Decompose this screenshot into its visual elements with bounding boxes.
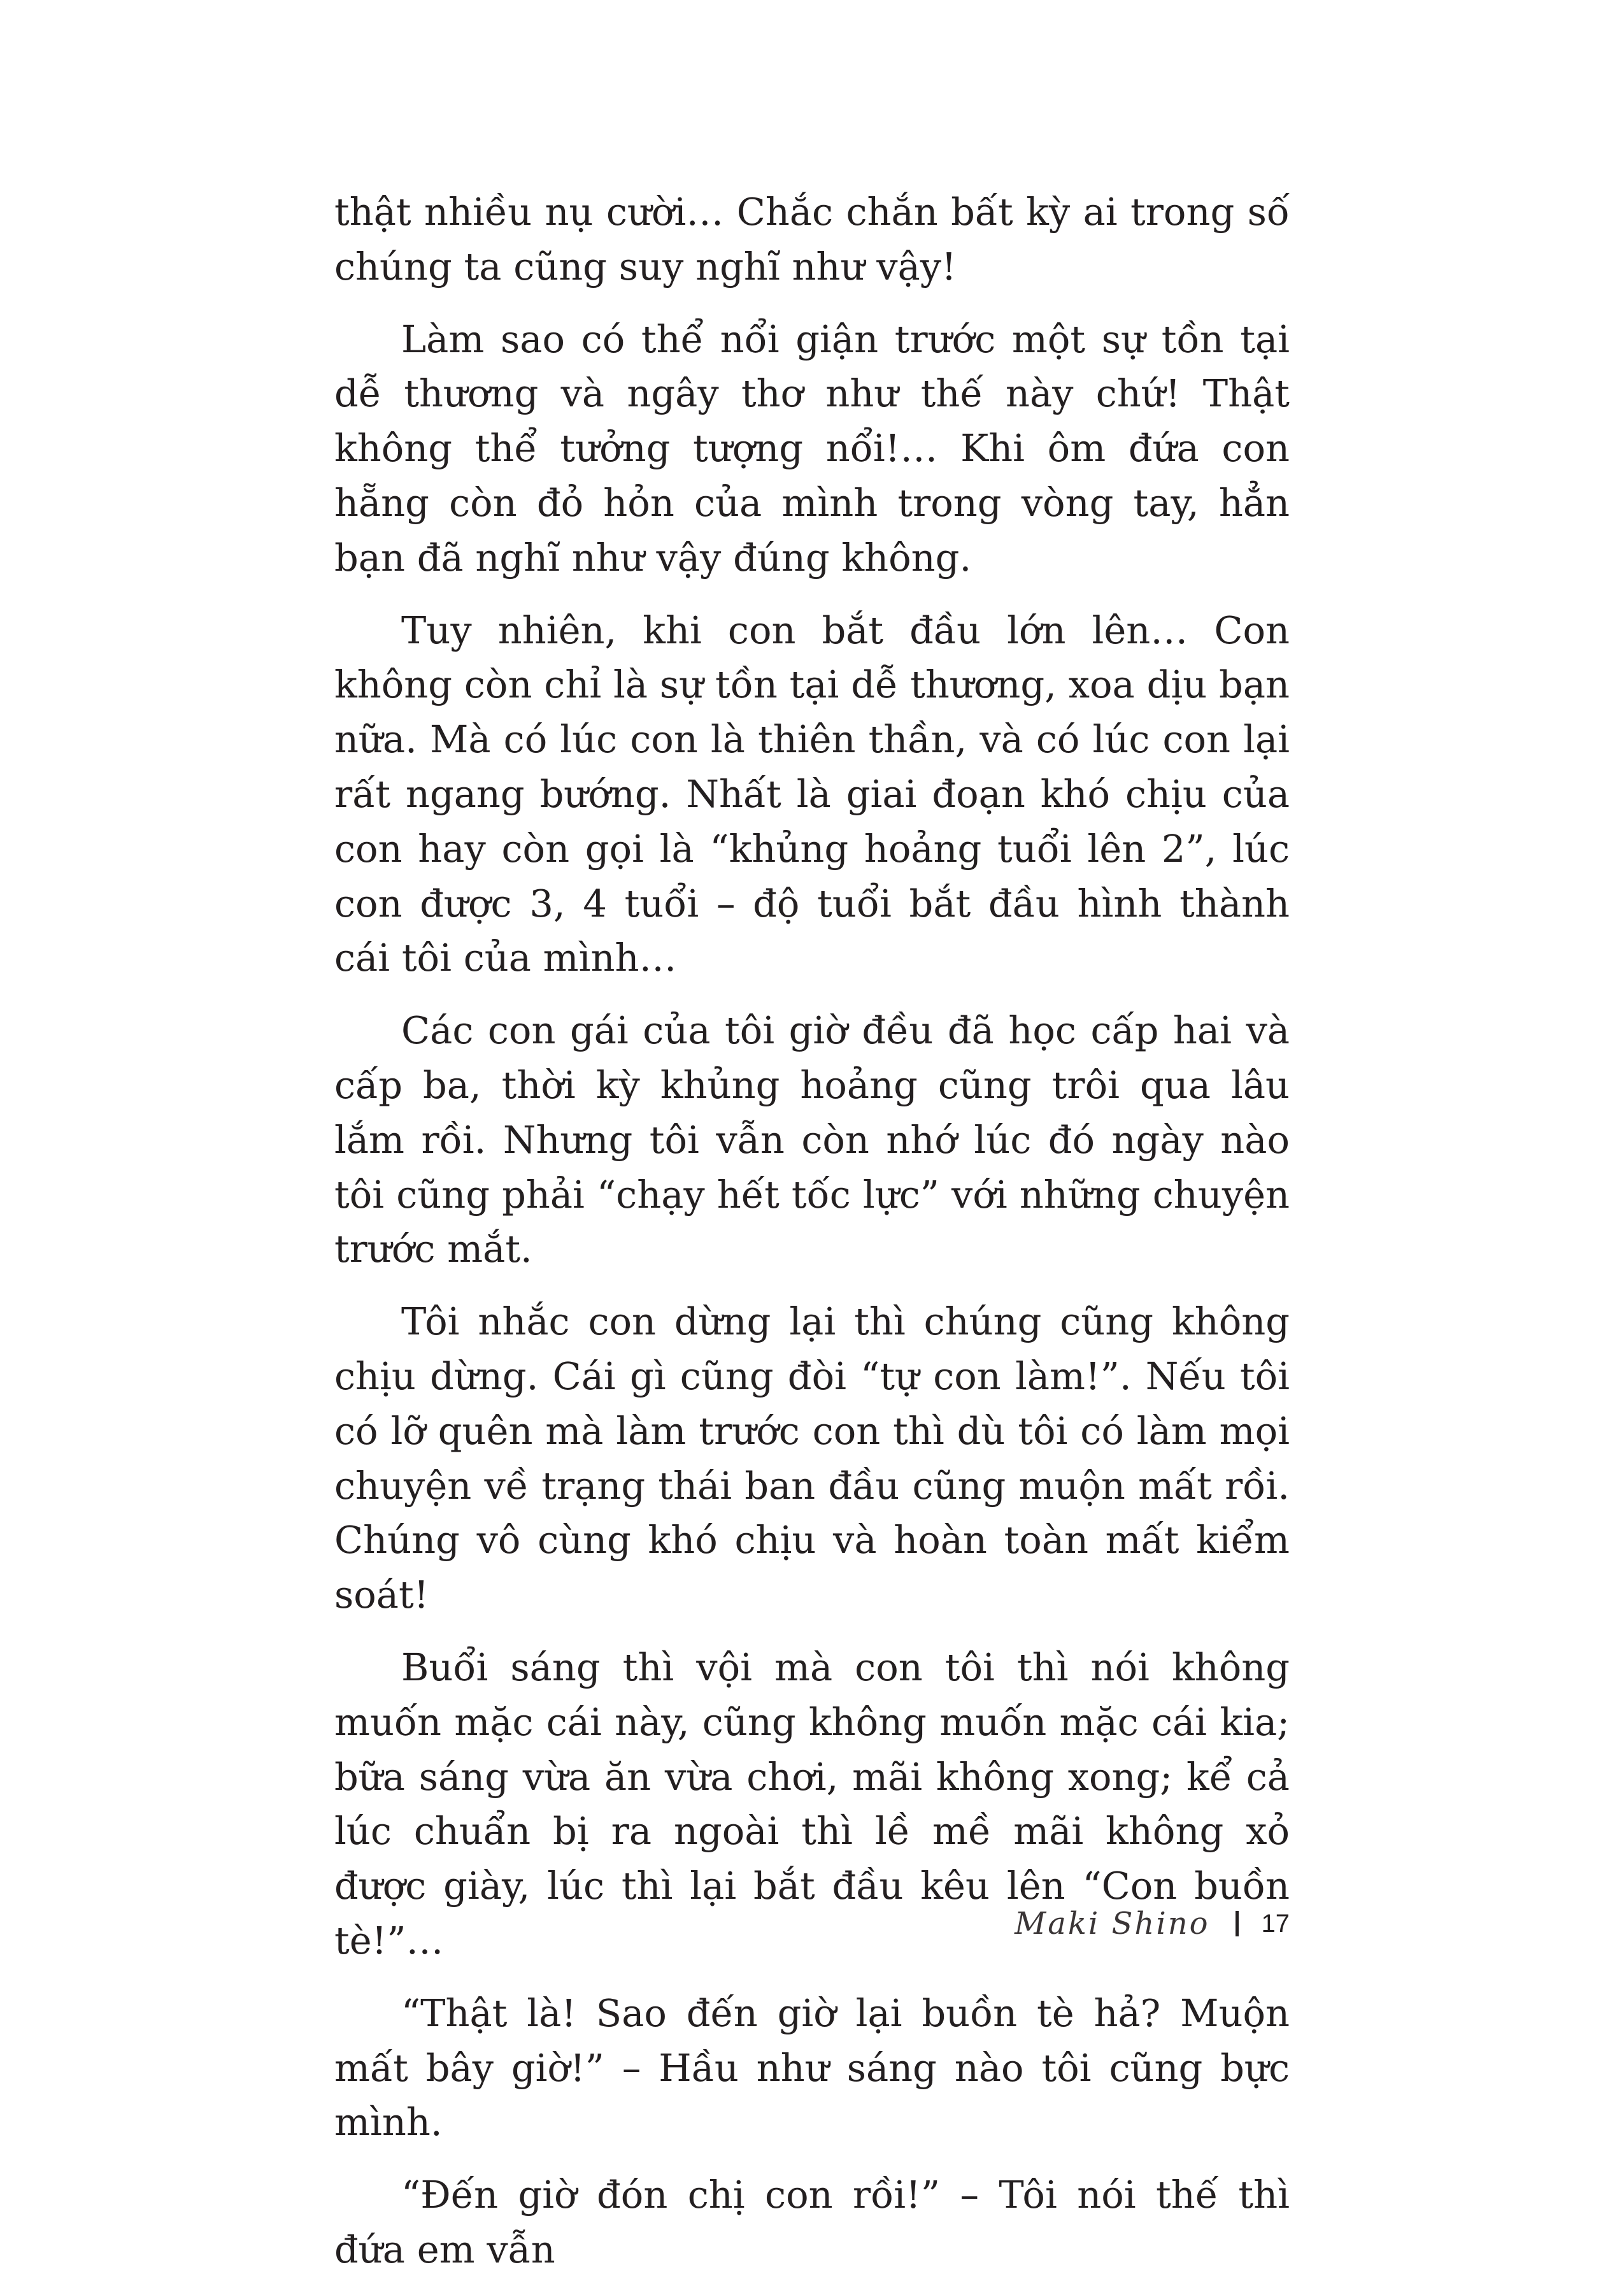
page-footer xyxy=(1015,1901,1290,1946)
paragraph-7: “Thật là! Sao đến giờ lại buồn tè hả? Muộn mất bây giờ!” – Hầu như sáng nào tôi cũng bực mình. xyxy=(334,1991,1290,2145)
author-signature: Maki Shino xyxy=(1015,1906,1210,1941)
paragraph-1: thật nhiều nụ cười… Chắc chắn bất kỳ ai trong số chúng ta cũng suy nghĩ như vậy! xyxy=(334,190,1290,289)
footer-divider xyxy=(1236,1911,1239,1936)
paragraph-4: Các con gái của tôi giờ đều đã học cấp hai và cấp ba, thời kỳ khủng hoảng cũng trôi qua lâu lắm rồi. Nhưng tôi vẫn còn nhớ lúc đó ngày nào tôi cũng phải “chạy hết tốc lực” với những chuyện trước mắt. xyxy=(334,1008,1290,1271)
paragraph-5: Tôi nhắc con dừng lại thì chúng cũng không chịu dừng. Cái gì cũng đòi “tự con làm!”. Nếu tôi có lỡ quên mà làm trước con thì dù tôi có làm mọi chuyện về trạng thái ban đầu cũng muộn mất rồi. Chúng vô cùng khó chịu và hoàn toàn mất kiểm soát! xyxy=(334,1299,1290,1617)
paragraph-2: Làm sao có thể nổi giận trước một sự tồn tại dễ thương và ngây thơ như thế này chứ! Thật không thể tưởng tượng nổi!… Khi ôm đứa con hẵng còn đỏ hỏn của mình trong vòng tay, hẳn bạn đã nghĩ như vậy đúng không. xyxy=(334,317,1290,580)
body-text xyxy=(334,185,1290,2295)
paragraph-6: Buổi sáng thì vội mà con tôi thì nói không muốn mặc cái này, cũng không muốn mặc cái kia; bữa sáng vừa ăn vừa chơi, mãi không xong; kể cả lúc chuẩn bị ra ngoài thì lề mề mãi không xỏ được giày, lúc thì lại bắt đầu kêu lên “Con buồn tè!”… xyxy=(334,1645,1290,1963)
page-number: 17 xyxy=(1261,1909,1290,1938)
paragraph-3: Tuy nhiên, khi con bắt đầu lớn lên… Con không còn chỉ là sự tồn tại dễ thương, xoa dịu bạn nữa. Mà có lúc con là thiên thần, và có lúc con lại rất ngang bướng. Nhất là giai đoạn khó chịu của con hay còn gọi là “khủng hoảng tuổi lên 2”, lúc con được 3, 4 tuổi – độ tuổi bắt đầu hình thành cái tôi của mình… xyxy=(334,608,1290,980)
paragraph-8: “Đến giờ đón chị con rồi!” – Tôi nói thế thì đứa em vẫn xyxy=(334,2173,1290,2271)
